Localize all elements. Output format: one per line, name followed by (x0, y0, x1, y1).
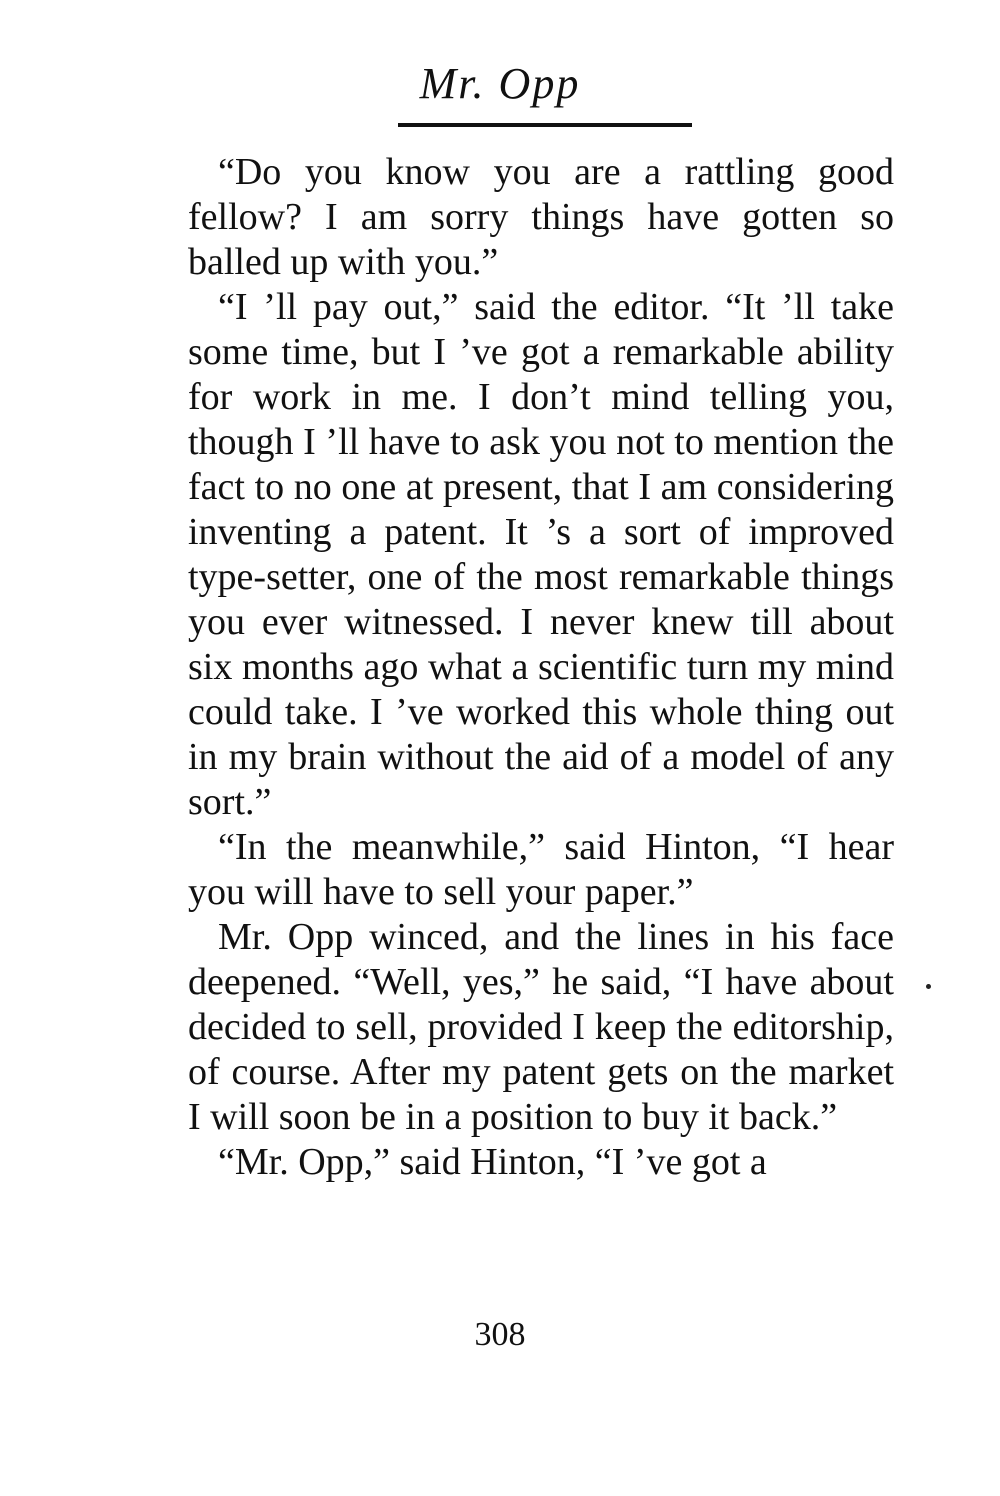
ink-speck (926, 984, 931, 989)
paragraph: “I ’ll pay out,” said the editor. “It ’ll take some time, but I ’ve got a remarkable ability for work in me. I don’t mind telling you, though I ’ll have to ask you not to mention the fact to no one at present, that I am considering inventing a patent. It ’s a sort of improved type-setter, one of the most remarkable things you ever witnessed. I never knew till about six months ago what a scientific turn my mind could take. I ’ve worked this whole thing out in my brain without the aid of a model of any sort.” (188, 286, 894, 823)
paragraph: Mr. Opp winced, and the lines in his face deepened. “Well, yes,” he said, “I have about decided to sell, provided I keep the editorship, of course. After my patent gets on the market I will soon be in a position to buy it back.” (188, 916, 894, 1138)
page-number: 308 (474, 1316, 526, 1353)
header-rule (398, 123, 692, 127)
paragraph: “Do you know you are a rattling good fellow? I am sorry things have gotten so balled up with you.” (188, 151, 894, 283)
running-head: Mr. Opp (419, 59, 581, 108)
paragraph: “In the meanwhile,” said Hinton, “I hear you will have to sell your paper.” (188, 826, 894, 913)
body-text (188, 150, 894, 1185)
paragraph: “Mr. Opp,” said Hinton, “I ’ve got a (218, 1141, 767, 1183)
